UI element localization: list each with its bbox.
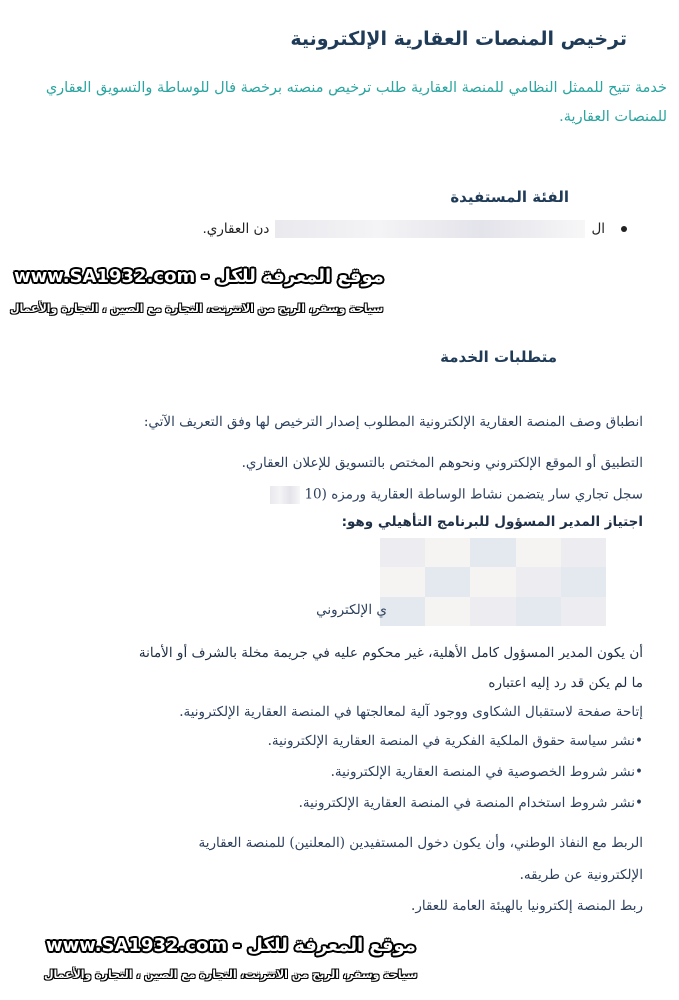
requirement-text: سجل تجاري سار يتضمن نشاط الوساطة العقارية ورمزه (10 <box>304 486 643 503</box>
requirements-heading: متطلبات الخدمة <box>440 348 557 366</box>
requirement-line: ي الإلكتروني <box>316 602 387 618</box>
beneficiary-item-end: دن العقاري. <box>202 221 270 237</box>
requirement-line: ربط المنصة إلكترونيا بالهيئة العامة للعقار. <box>411 898 643 914</box>
requirement-line: الإلكترونية عن طريقه. <box>519 867 643 883</box>
requirement-line: ما لم يكن قد رد إليه اعتباره <box>488 675 643 691</box>
beneficiary-heading: الفئة المستفيدة <box>450 188 569 206</box>
beneficiary-item-start: ال <box>591 221 605 237</box>
requirement-line: إتاحة صفحة لاستقبال الشكاوى ووجود آلية لمعالجتها في المنصة العقارية الإلكترونية. <box>179 704 643 720</box>
requirement-line: •نشر شروط استخدام المنصة في المنصة العقارية الإلكترونية. <box>298 795 643 811</box>
requirement-line <box>270 486 643 504</box>
watermark-main: موقع المعرفة للكل - www.SA1932.com <box>14 266 384 287</box>
watermark-main: موقع المعرفة للكل - www.SA1932.com <box>46 935 416 956</box>
redacted-block <box>275 220 585 238</box>
requirement-line: الربط مع النفاذ الوطني، وأن يكون دخول المستفيدين (المعلنين) للمنصة العقارية <box>198 835 643 851</box>
page-title: ترخيص المنصات العقارية الإلكترونية <box>290 28 627 50</box>
requirement-line: •نشر سياسة حقوق الملكية الفكرية في المنصة العقارية الإلكترونية. <box>267 733 643 749</box>
qualification-heading: اجتياز المدير المسؤول للبرنامج التأهيلي وهو: <box>341 514 643 530</box>
service-description: خدمة تتيح للممثل النظامي للمنصة العقارية طلب ترخيص منصته برخصة فال للوساطة والتسويق العقاري للمنصات العقارية. <box>45 80 667 125</box>
requirement-line: أن يكون المدير المسؤول كامل الأهلية، غير محكوم عليه في جريمة مخلة بالشرف أو الأمانة <box>138 645 643 661</box>
requirement-line: •نشر شروط الخصوصية في المنصة العقارية الإلكترونية. <box>330 764 643 780</box>
beneficiary-item <box>203 220 627 238</box>
watermark-sub: سياحة وسفر، الربح من الانترنت، التجارة مع الصين ، التجارة والأعمال <box>44 968 418 981</box>
redacted-block <box>270 486 300 504</box>
watermark-sub: سياحة وسفر، الربح من الانترنت، التجارة مع الصين ، التجارة والأعمال <box>10 302 384 315</box>
requirement-line: انطباق وصف المنصة العقارية الإلكترونية المطلوب إصدار الترخيص لها وفق التعريف الآتي: <box>143 414 643 430</box>
redacted-block <box>380 538 606 626</box>
requirement-line: التطبيق أو الموقع الإلكتروني ونحوهم المختص بالتسويق للإعلان العقاري. <box>241 455 643 471</box>
bullet-icon <box>621 226 627 232</box>
